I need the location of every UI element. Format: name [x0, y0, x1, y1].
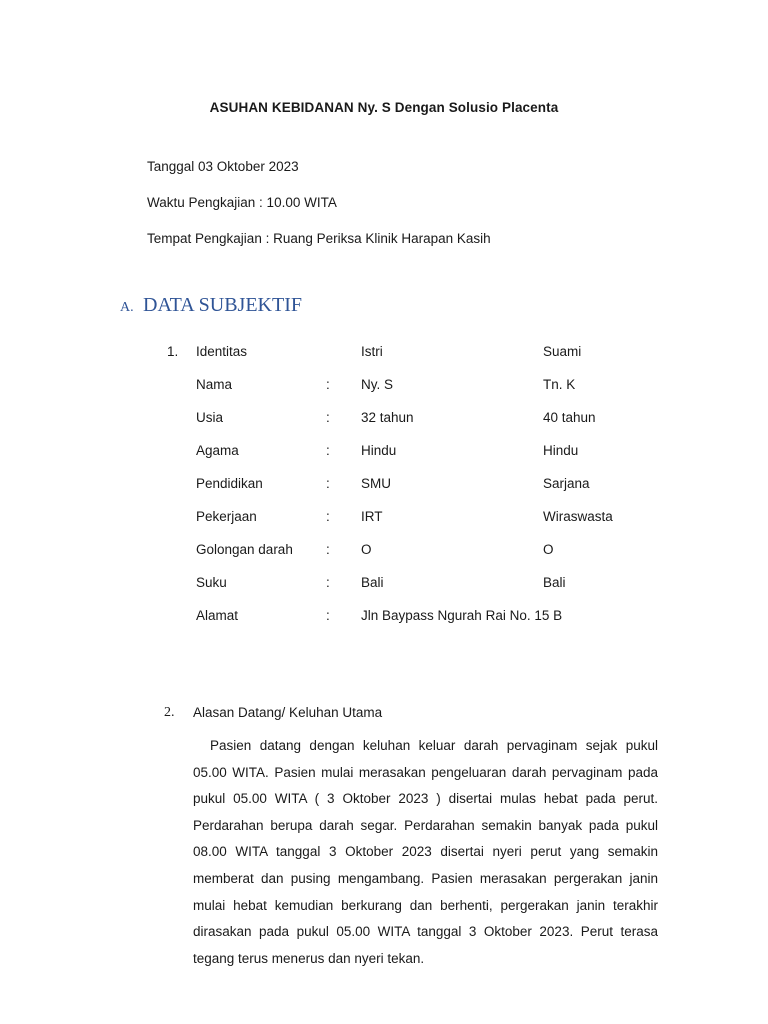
row-istri-value: Jln Baypass Ngurah Rai No. 15 B: [361, 608, 563, 623]
row-istri-value: Bali: [361, 575, 384, 590]
keluhan-number: 2.: [164, 705, 175, 720]
keluhan-title: Alasan Datang/ Keluhan Utama: [193, 705, 383, 720]
row-label: Suku: [196, 575, 227, 590]
identitas-header-label: Identitas: [196, 344, 248, 359]
row-istri-value: 32 tahun: [361, 410, 414, 425]
row-istri-value: Ny. S: [361, 377, 394, 392]
keluhan-paragraph: Pasien datang dengan keluhan keluar darah pervaginam sejak pukul 05.00 WITA. Pasien mulai merasakan pengeluaran darah pervaginam pada pukul 05.00 WITA ( 3 Oktober 2023 ) disertai mulas hebat pada perut. Perdarahan berupa darah segar. Perdarahan semakin banyak pada pukul 08.00 WITA tanggal 3 Oktober 2023 disertai nyeri perut yang semakin memberat dan pusing mengambang. Pasien merasakan pergerakan janin mulai hebat kemudian berkurang dan berhenti, pergerakan janin terakhir dirasakan pada pukul 05.00 WITA tanggal 3 Oktober 2023. Perut terasa tegang terus menerus dan nyeri tekan.: [193, 738, 658, 966]
row-colon: :: [326, 509, 330, 524]
row-colon: :: [326, 377, 330, 392]
row-colon: :: [326, 410, 330, 425]
row-label: Usia: [196, 410, 224, 425]
row-label: Golongan darah: [196, 542, 293, 557]
header-istri: Istri: [361, 344, 383, 359]
identitas-number: 1.: [167, 344, 179, 359]
tempat-pengkajian-line: Tempat Pengkajian : Ruang Periksa Klinik Harapan Kasih: [147, 231, 491, 246]
row-colon: :: [326, 575, 330, 590]
row-istri-value: SMU: [361, 476, 391, 491]
row-istri-value: O: [361, 542, 372, 557]
row-suami-value: O: [543, 542, 554, 557]
row-colon: :: [326, 542, 330, 557]
row-suami-value: Bali: [543, 575, 566, 590]
document-title: ASUHAN KEBIDANAN Ny. S Dengan Solusio Placenta: [209, 100, 559, 115]
row-istri-value: Hindu: [361, 443, 397, 458]
row-colon: :: [326, 443, 330, 458]
header-suami: Suami: [543, 344, 582, 359]
row-label: Pekerjaan: [196, 509, 257, 524]
row-suami-value: Wiraswasta: [543, 509, 613, 524]
row-label: Agama: [196, 443, 239, 458]
section-heading-data-subjektif: [120, 294, 302, 317]
row-label: Pendidikan: [196, 476, 263, 491]
row-suami-value: Hindu: [543, 443, 579, 458]
section-letter: A.: [120, 300, 134, 315]
row-suami-value: Sarjana: [543, 476, 590, 491]
row-suami-value: Tn. K: [543, 377, 576, 392]
row-label: Nama: [196, 377, 233, 392]
tanggal-line: Tanggal 03 Oktober 2023: [147, 159, 299, 174]
section-title: DATA SUBJEKTIF: [143, 294, 302, 316]
row-istri-value: IRT: [361, 509, 383, 524]
row-colon: :: [326, 476, 330, 491]
row-colon: :: [326, 608, 330, 623]
row-label: Alamat: [196, 608, 239, 623]
row-suami-value: 40 tahun: [543, 410, 596, 425]
waktu-pengkajian-line: Waktu Pengkajian : 10.00 WITA: [147, 195, 337, 210]
